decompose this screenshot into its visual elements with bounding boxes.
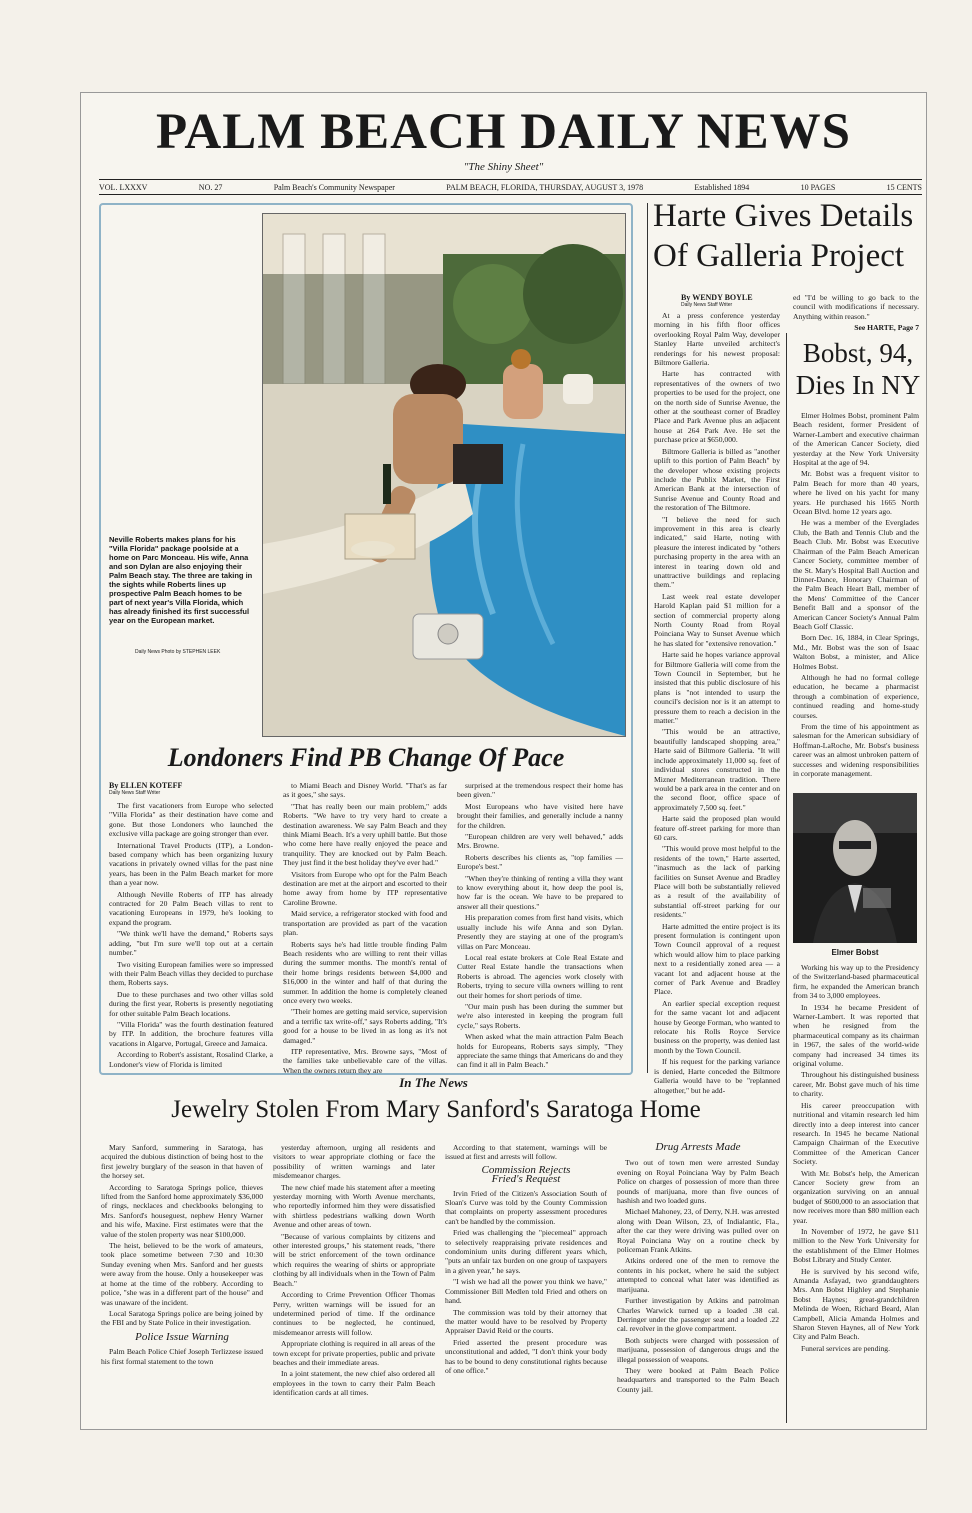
paragraph: Harte admitted the entire project is its present formulation is contingent upon Town Council approval of a request which would allow him to place parking next to a residentially zoned area — a vacant lot and adjacent house at the corner of Park Avenue and Bradley Place.: [654, 921, 780, 997]
column-divider: [647, 203, 648, 1073]
paragraph: Roberts says he's had little trouble finding Palm Beach residents who are willing to rent their villas during the summer months. The month's rental of their home brings residents between $4,000 and $16,000 in the winter and half of that during the summer. In addition the home is completely cleaned once every two weeks.: [283, 939, 447, 1005]
paragraph: "Villa Florida" was the fourth destination featured by ITP. In addition, the brochure features villa vacations in Algarve, Portugal, Greece and Jamaica.: [109, 1019, 273, 1048]
paragraph: If his request for the parking variance is denied, Harte conceded the Biltmore Galleria would have to be "replanned altogether," but he add-: [654, 1057, 780, 1095]
paragraph: Fried was challenging the "piecemeal" approach to selectively reappraising private residences and condominium units during different years which, "puts an unfair tax burden on one group of taxpayers in a given year," he says.: [445, 1228, 607, 1275]
paragraph: "We think we'll have the demand," Roberts says adding, "but I'm sure we'll top out at a certain number.": [109, 929, 273, 958]
paragraph: Local real estate brokers at Cole Real Estate and Cutter Real Estate handle the transactions when Roberts is abroad. The agencies work closely with Roberts, trying to secure villa owners willing to rent out their homes for short periods of time.: [457, 952, 623, 1000]
commission-subhead-2: Fried's Request: [491, 1173, 561, 1186]
feature-byline: By ELLEN KOTEFF: [109, 781, 183, 790]
paragraph: Due to these purchases and two other villas sold during the first year, Roberts is presently negotiating for other suitable Palm Beach locations.: [109, 989, 273, 1018]
paragraph: yesterday afternoon, urging all residents and visitors to wear appropriate clothing or face the possibility of written warnings and later misdemeanor charges.: [273, 1143, 435, 1181]
feature-column-3: [457, 781, 623, 1070]
harte-headline-line-1: Harte Gives Details: [653, 198, 914, 234]
police-subhead: Police Issue Warning: [135, 1330, 229, 1343]
column-divider: [786, 333, 787, 1423]
harte-headline-line-2: Of Galleria Project: [653, 237, 905, 274]
masthead-title: PALM BEACH DAILY NEWS: [156, 104, 851, 160]
paragraph: "This would be an attractive, beautifully landscaped shopping area," Harte said of Biltmore Galleria. "It will include approximately 11,000 sq. feet of individual stores constructed in the Mizner Mediterranean tradition. There would be a park area in the center and on the second floor, office space of approximately 7,500 sq. feet.": [654, 727, 780, 812]
tagline: Palm Beach's Community Newspaper: [273, 182, 395, 192]
paragraph: He was a member of the Everglades Club, the Bath and Tennis Club and the Beach Club. Mr. Bobst was Executive Chairman of the Palm Beach American Cancer Society, committee member of the St. Mary's Hospital Ball Auction and Dinner-Dance, Honorary Chairman of the Palm Beach Heart Ball, member of the Mens' Committee of the Cancer Benefit Ball and a sponsor of the American Cancer Society's Annual Palm Beach Golf Classic.: [793, 518, 919, 631]
feature-byline-block: [109, 781, 269, 796]
paragraph: surprised at the tremendous respect their home has been given.": [457, 781, 623, 800]
paragraph: Biltmore Galleria is billed as "another uplift to this portion of Palm Beach" by the developer whose existing projects include the Publix Market, the First American Bank at the intersection of Sunrise Avenue and County Road and the restoration of The Biltmore.: [654, 446, 780, 513]
place-date: PALM BEACH, FLORIDA, THURSDAY, AUGUST 3, 1978: [446, 182, 644, 192]
photo-credit: Daily News Photo by STEPHEN LEEK: [135, 649, 221, 655]
issue-number: NO. 27: [198, 182, 223, 192]
paragraph: Although Neville Roberts of ITP has already contracted for 20 Palm Beach villas to rent to vacationing Europeans in 1979, he's looking to expand the program.: [109, 889, 273, 927]
see-more-link[interactable]: See HARTE, Page 7: [854, 323, 919, 333]
paragraph: Irvin Fried of the Citizen's Association South of Sloan's Curve was told by the County Commission that complaints on property assessment procedures can't be handled by the commission.: [445, 1188, 607, 1226]
paragraph: The heist, believed to be the work of amateurs, took place sometime between 7:30 and 10:30 Sunday evening when Mrs. Sanford and her guests were away from the house. Only a housekeeper was at home at the time of the robbery. According to police, "she was in a different part of the house" and was unaware of the incident.: [101, 1241, 263, 1307]
paragraph: In 1934 he became President of Warner-Lambert. It was reported that when he resigned from the pharmaceutical company as its chairman in 1967, the sales of the world-wide company had increased 34 times its original volume.: [793, 1002, 919, 1069]
newspaper-page: [80, 92, 927, 1430]
paragraph: From the time of his appointment as salesman for the American subsidiary of Hoffman-LaRoche, Mr. Bobst's business career was an almost unbroken pattern of successes and widening responsibilities in corporate management.: [793, 722, 919, 779]
dateline-bar: [99, 179, 922, 195]
paragraph: "Our main push has been during the summer but we're also interested in keeping the program full cycle," says Roberts.: [457, 1001, 623, 1030]
paragraph: An earlier special exception request for the same vacant lot and adjacent house by George Forman, who wanted to relocate his Rolls Royce Service business on the property, was denied last month by the Town Council.: [654, 998, 780, 1055]
masthead-slogan: "The Shiny Sheet": [463, 161, 544, 173]
paragraph: Both subjects were charged with possession of marijuana, possession of dangerous drugs and the illegal possession of weapons.: [617, 1335, 779, 1364]
paragraph: Most Europeans who have visited here have brought their families, and generally include a nanny for the children.: [457, 801, 623, 830]
paragraph: Funeral services are pending.: [801, 1343, 890, 1353]
paragraph: Harte said he hopes variance approval for Biltmore Galleria will come from the Town Council in September, but he insisted that this public disclosure of his plans is "not intended to usurp the council's decision nor is it an attempt to pressure them to reach a decision in the matter.": [654, 650, 780, 726]
feature-byline-role: Daily News Staff Writer: [109, 790, 161, 796]
paragraph: ed "I'd be willing to go back to the council with modifications if necessary. Anything within reason.": [793, 293, 919, 321]
volume: VOL. LXXXV: [99, 182, 148, 192]
paragraph: "I wish we had all the power you think we have," Commissioner Bill Medlen told Fried and others on hand.: [445, 1277, 607, 1306]
news-column-3: [445, 1143, 607, 1419]
paragraph: "That has really been our main problem," adds Roberts. "We have to try very hard to create a destination awareness. We say Palm Beach and they think Miami Beach. It's a very uphill battle. But those who come here have really enjoyed the peace and tranquility. They are knocked out by Palm Beach. They just find it the best holiday they've ever had.": [283, 801, 447, 868]
paragraph: Harte has contracted with representatives of the owners of two properties to be used for the project, one on the north side of Sunrise Avenue, the other at the southeast corner of Bradley Place and Park Avenue plus an adjacent house at 264 Park Ave. He set the purchase price at $650,000.: [654, 369, 780, 445]
paragraph: Fried asserted the present procedure was unconstitutional and added, "I don't think your body has to be bound to deny constitutional rights because of one office.": [445, 1337, 607, 1375]
paragraph: According to Crime Prevention Officer Thomas Perry, written warnings will be issued for an undetermined period of time. If the ordinance continues to be neglected, he continued, misdemeanor arrests will follow.: [273, 1290, 435, 1337]
bobst-headline: [793, 337, 923, 402]
commission-subhead-1: Commission Rejects: [481, 1163, 571, 1176]
feature-headline: Londoners Find PB Change Of Pace: [167, 743, 565, 772]
harte-column-1: [654, 311, 780, 1095]
paragraph: Appropriate clothing is required in all areas of the town except for private properties, public and private beaches and their immediate areas.: [273, 1339, 435, 1367]
paragraph: Palm Beach Police Chief Joseph Terlizzese issued his first formal statement to the town: [101, 1347, 263, 1366]
news-column-2: [273, 1143, 435, 1419]
bobst-column-bottom: [793, 963, 919, 1425]
bobst-headline-line-2: Dies In NY: [795, 370, 921, 401]
portrait-image: [793, 793, 917, 943]
paragraph: "I believe the need for such improvement in this area is clearly indicated," said Harte, noting with pleasure the interest indicated by "others purchasing property in the area with an interest in tearing down old and unattractive buildings and replacing them.": [654, 514, 780, 590]
paragraph: At a press conference yesterday morning in his fifth floor offices overlooking Royal Palm Way, developer Stanley Harte unveiled architect's renderings for his newest proposal: Biltmore Galleria.: [654, 311, 780, 368]
paragraph: "When they're thinking of renting a villa they want to know everything about it, how deep the pool is, how far is the ocean. We have to be prepared to answer all their questions.": [457, 873, 623, 911]
paragraph: Mary Sanford, summering in Saratoga, has acquired the dubious distinction of being host to the first jewelry burglary of the season in that haven of the horsey set.: [101, 1143, 263, 1181]
paragraph: According to that statement, warnings will be issued at first and arrests will follow.: [445, 1143, 607, 1162]
paragraph: His preparation comes from first hand visits, which usually include his wife Anna and son Dylan. Presently they are staying at one of the program's villas on Parc Monceau.: [457, 913, 623, 951]
paragraph: Two out of town men were arrested Sunday evening on Royal Poinciana Way by Palm Beach Police on charges of possession of more than three pounds of marijuana, more than five ounces of hashish and two loaded guns.: [617, 1158, 779, 1206]
bobst-column-top: [793, 411, 919, 789]
paragraph: Two visiting European families were so impressed with their Palm Beach villas they decided to purchase them, Roberts says.: [109, 959, 273, 988]
paragraph: According to Saratoga Springs police, thieves lifted from the Sanford home approximately $36,000 of rings, necklaces and checkbooks belonging to Mrs. Sanford's houseguest, nephew Henry Warner and his wife, Maxine. First estimates were that the value of the stolen property was near $100,000.: [101, 1182, 263, 1239]
paragraph: In a joint statement, the new chief also ordered all employees in the town to carry their Palm Beach identification cards at all times.: [273, 1369, 435, 1398]
paragraph: "This would prove most helpful to the residents of the town," Harte asserted, "inasmuch as the lack of parking facilities on Sunset Avenue and Bradley Place will both be substantially relieved as a result of the availability of substantial off-street parking for our residents.": [654, 844, 780, 920]
harte-byline: By WENDY BOYLE: [681, 293, 753, 302]
paragraph: Visitors from Europe who opt for the Palm Beach destination are met at the airport and escorted to their home away from home by ITP representative Caroline Browne.: [283, 869, 447, 907]
drug-subhead: Drug Arrests Made: [655, 1141, 741, 1153]
feature-box: [99, 203, 633, 1075]
paragraph: "Their homes are getting maid service, supervision and a terrific tax write-off," says Roberts adding, "It's good for a house to be lived in as long as it's not damaged.": [283, 1007, 447, 1045]
bobst-headline-line-1: Bobst, 94,: [802, 338, 914, 368]
paragraph: Elmer Holmes Bobst, prominent Palm Beach resident, former President of Warner-Lambert and executive chairman of the American Cancer Society, died yesterday at the New York University Hospital at the age of 94.: [793, 411, 919, 468]
paragraph: Roberts describes his clients as, "top families — Europe's best.": [457, 852, 623, 872]
paragraph: His career preoccupation with nutritional and vitamin research led him directly into a deep interest into cancer research. In 1945 he became National Campaign Chairman of the Executive Committee of the American Cancer Society.: [793, 1100, 919, 1167]
pool-photo: [262, 213, 626, 737]
paragraph: "Because of various complaints by citizens and other interested groups," his statement reads, "there will be strict enforcement of the town ordinance which requires the wearing of shirts or appropriate clothing by all individuals when in the Town of Palm Beach.": [273, 1231, 435, 1288]
paragraph: Working his way up to the Presidency of the Switzerland-based pharmaceutical firm, he expanded the American branch from 34 to 3,000 employees.: [793, 963, 919, 1001]
pool-scene-image: [263, 214, 625, 736]
paragraph: According to Robert's assistant, Rosalind Clarke, a Londoner's view of Florida is limited: [109, 1050, 273, 1069]
paragraph: to Miami Beach and Disney World. "That's as far as it goes," she says.: [283, 781, 447, 800]
paragraph: The commission was told by their attorney that the matter would have to be resolved by Property Appraiser David Reid or the courts.: [445, 1307, 607, 1336]
paragraph: ITP representative, Mrs. Browne says, "Most of the families take unbelievable care of the villas. When the owners return they are: [283, 1046, 447, 1075]
harte-byline-role: Daily News Staff Writer: [681, 302, 733, 308]
paragraph: International Travel Products (ITP), a London-based company which has been organizing luxury vacations in privately owned villas for the past nine years, has been in the Palm Beach market for more than a year now.: [109, 840, 273, 888]
harte-headline: [653, 197, 923, 276]
portrait-caption: Elmer Bobst: [831, 948, 879, 957]
established: Established 1894: [694, 182, 750, 192]
bobst-portrait: [793, 793, 917, 943]
price: 15 CENTS: [886, 182, 922, 192]
paragraph: The new chief made his statement after a meeting yesterday morning with Worth Avenue merchants, who reportedly informed him they were dissatisfied with shirtless pedestrians walking down Worth Avenue and other areas of town.: [273, 1182, 435, 1230]
harte-column-2: [793, 293, 919, 331]
paragraph: With Mr. Bobst's help, the American Cancer Society grew from an organization surviving on an annual budget of $600,000 to an association that now receives more than $80 million each year.: [793, 1168, 919, 1225]
paragraph: Local Saratoga Springs police are being joined by the FBI and by State Police in their investigation.: [101, 1308, 263, 1328]
paragraph: Mr. Bobst was a frequent visitor to Palm Beach for more than 40 years, where he lived on his yacht for many years. He purchased his 1665 North Ocean Blvd. home 12 years ago.: [793, 469, 919, 517]
paragraph: When asked what the main attraction Palm Beach holds for Europeans, Roberts says simply, "They appreciate the same things that Americans do and they can find it all in Palm Beach.": [457, 1032, 623, 1070]
paragraph: In November of 1972, he gave $11 million to the New York University for the establishment of the Elmer Holmes Bobst Library and Study Center.: [793, 1226, 919, 1265]
paragraph: "European children are very well behaved," adds Mrs. Browne.: [457, 832, 623, 851]
in-the-news-label: In The News: [399, 1075, 468, 1090]
paragraph: Further investigation by Atkins and patrolman Charles Warwick turned up a loaded .38 cal. Derringer under the passenger seat and a loaded .22 cal. revolver in the glove compartment.: [617, 1296, 779, 1334]
paragraph: Harte said the proposed plan would feature off-street parking for more than 60 cars.: [654, 814, 780, 842]
news-column-4: [617, 1143, 779, 1419]
paragraph: They were booked at Palm Beach Police headquarters and transported to the Palm Beach County jail.: [617, 1365, 779, 1394]
photo-caption: Neville Roberts makes plans for his "Villa Florida" package poolside at a home on Parc Monceau. His wife, Anna and son Dylan are also enjoying their Palm Beach stay. The three are taking in the sights while Roberts lines up prospective Palm Beach homes to be part of next year's Villa Florida, which has already finished its first successful year on the European market.: [109, 535, 253, 625]
paragraph: Atkins ordered one of the men to remove the contents in his pocket, where he said the subject attempted to conceal what later was identified as marijuana.: [617, 1256, 779, 1294]
feature-column-1: [109, 801, 273, 1067]
news-column-1: [101, 1143, 263, 1419]
page-count: 10 PAGES: [800, 182, 836, 192]
paragraph: Last week real estate developer Harold Kaplan paid $1 million for a section of commercial property along North County Road from Royal Poinciana Way to Sunset Avenue which he has slated for "extensive renovation.": [654, 591, 780, 648]
paragraph: Maid service, a refrigerator stocked with food and transportation are provided as part of the vacation plan.: [283, 909, 447, 938]
feature-column-2: [283, 781, 447, 1075]
paragraph: Although he had no formal college education, he became a pharmacist through a combination of experience, continued reading and home-study courses.: [793, 672, 919, 720]
paragraph: He is survived by his second wife, Amanda Asfayad, two granddaughters Mrs. Ann Bobst Highley and Stephanie Bobst Haynes; great-grandchildren Melinda de Woen, Richard Beard, Alan Campbell, Alicia Amanda Holmes and Sharon Steven Haynes, all of New York City and Palm Beach.: [793, 1266, 919, 1342]
harte-byline-block: [681, 293, 791, 308]
paragraph: The first vacationers from Europe who selected "Villa Florida" as their destination have come and gone. But those Londoners who launched the exclusive villa package are going stronger than ever.: [109, 801, 273, 839]
paragraph: Throughout his distinguished business career, Mr. Bobst gave much of his time to charity.: [793, 1070, 919, 1099]
in-the-news-headline: Jewelry Stolen From Mary Sanford's Saratoga Home: [171, 1096, 701, 1123]
paragraph: Born Dec. 16, 1884, in Clear Springs, Md., Mr. Bobst was the son of Isaac Walton Bobst, a minister, and Alice Holmes Bobst.: [793, 633, 919, 671]
paragraph: Michael Mahoney, 23, of Derry, N.H. was arrested along with Dean Wilson, 23, of Indialantic, Fla., after the car they were driving was pulled over on Royal Poinciana Way on a routine check by policeman Frank Atkins.: [617, 1207, 779, 1255]
